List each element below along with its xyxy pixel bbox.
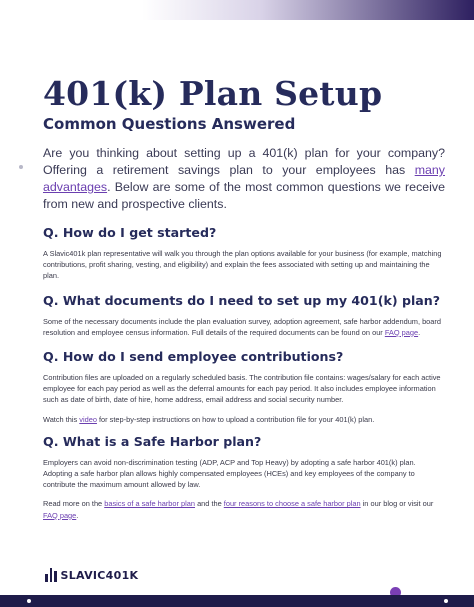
answer-safe-harbor-links (43, 498, 445, 520)
safe-harbor-text-after: in our blog or visit our (360, 499, 434, 509)
answer-documents (43, 316, 445, 338)
question-heading-safe-harbor: Q. What is a Safe Harbor plan? (43, 433, 262, 449)
video-link[interactable]: video (79, 414, 97, 424)
header-gradient-band (0, 0, 474, 20)
basics-safe-harbor-link[interactable]: basics of a safe harbor plan (104, 499, 196, 509)
question-heading-documents: Q. What documents do I need to set up my 401(k) plan? (43, 292, 441, 308)
safe-harbor-text-start: Read more on the (43, 499, 105, 509)
page-subtitle: Common Questions Answered (43, 115, 296, 133)
faq-page-link-2[interactable]: FAQ page (43, 510, 77, 520)
document-body (43, 76, 445, 521)
safe-harbor-text-end: . (76, 510, 79, 520)
answer-documents-end: . (418, 327, 421, 337)
question-heading-contributions: Q. How do I send employee contributions? (43, 349, 344, 365)
answer-documents-text: Some of the necessary documents include the plan evaluation survey, adoption agreement, safe harbor addendum, board resolution and employee census information. Full details of the required documents can be found on our (43, 316, 441, 337)
answer-contributions-video (43, 414, 445, 425)
answer-safe-harbor: Employers can avoid non-discrimination testing (ADP, ACP and Top Heavy) by adopting a safe harbor 401(k) plan. Adopting a safe harbor plan allows highly compensated employees (HCEs) and key employees of the company to contribute the maximum amount allowed by law. (43, 457, 416, 490)
slavic401k-logo (45, 568, 138, 582)
video-text-start: Watch this (43, 414, 80, 424)
four-reasons-link[interactable]: four reasons to choose a safe harbor plan (223, 499, 361, 509)
intro-text-end: . Below are some of the most common questions we receive from new and prospective clients. (43, 180, 445, 211)
question-heading-get-started: Q. How do I get started? (43, 225, 217, 240)
answer-get-started: A Slavic401k plan representative will walk you through the plan options available for your business (for example, matching contributions, profit sharing, vesting, and eligibility) and explain the fees associated with setting up and maintaining the plan. (43, 249, 442, 281)
answer-contributions: Contribution files are uploaded on a regularly scheduled basis. The contribution file contains: wages/salary for each active employee for each pay period as well as the deferral amounts for each pay period. It also includes employee information such as date of birth, date of hire, home address, email address and social security number. (43, 373, 441, 405)
intro-text-start: Are you thinking about setting up a 401(k) plan for your company? Offering a retirement savings plan to your employees has (43, 146, 445, 177)
decorative-dot (19, 165, 23, 169)
page-footer (0, 545, 474, 607)
safe-harbor-text-middle: and the (195, 499, 224, 509)
footer-dot-right (444, 599, 448, 603)
video-text-end: for step-by-step instructions on how to upload a contribution file for your 401(k) plan. (96, 414, 375, 424)
faq-page-link[interactable]: FAQ page (384, 327, 419, 337)
footer-bar (0, 595, 474, 607)
footer-dot-left (27, 599, 31, 603)
intro-paragraph (43, 145, 445, 213)
logo-text: SLAVIC401K (60, 568, 139, 582)
many-advantages-link[interactable]: many advantages (43, 163, 445, 194)
page-title: 401(k) Plan Setup (43, 74, 383, 113)
bar-chart-logo-icon (45, 568, 57, 582)
